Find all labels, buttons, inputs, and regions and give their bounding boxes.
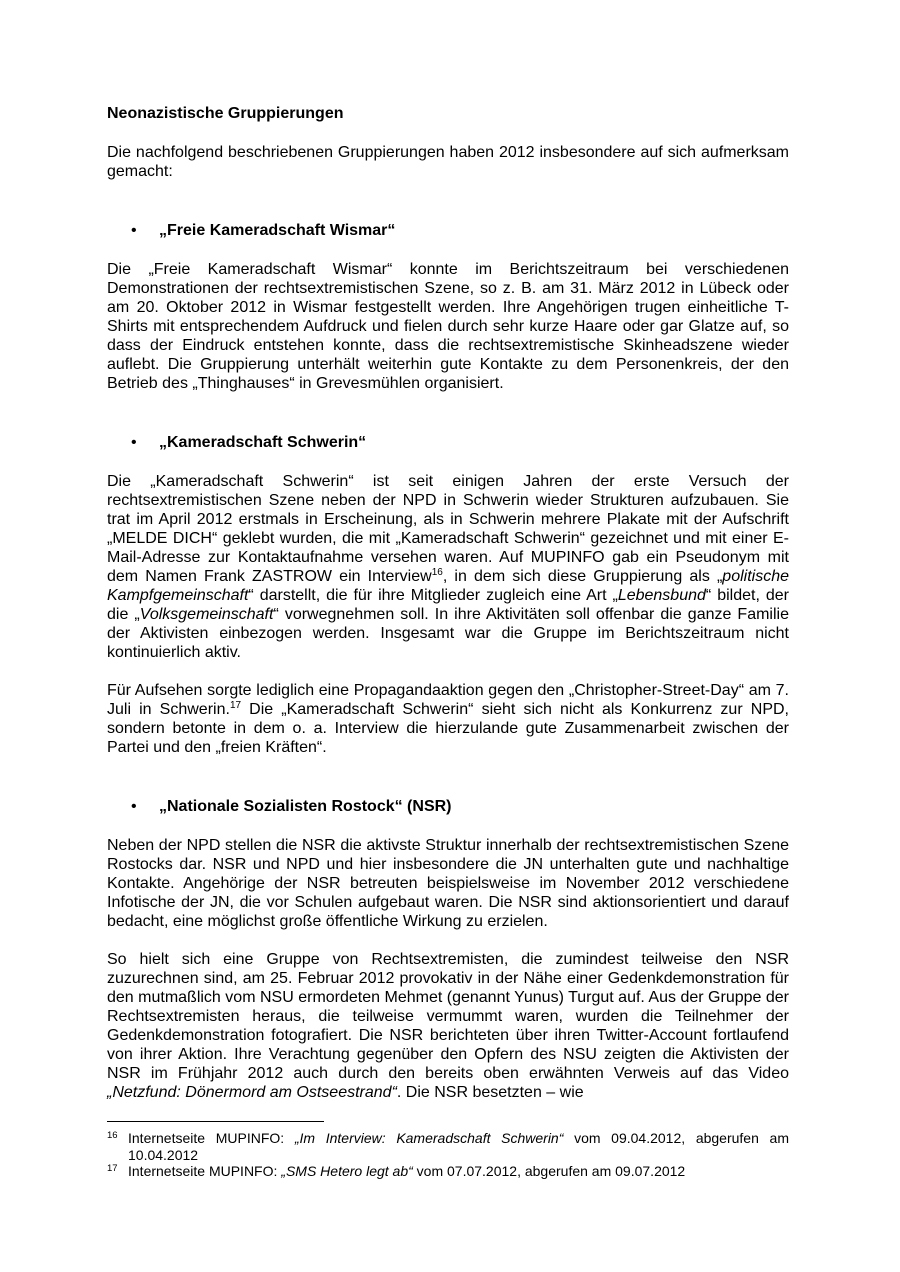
- footnote-text: [128, 1130, 789, 1163]
- section-heading-schwerin: [107, 433, 789, 452]
- section-heading-text: „Freie Kameradschaft Wismar“: [159, 222, 396, 239]
- section-heading-wismar: [107, 221, 789, 240]
- text-run: So hielt sich eine Gruppe von Rechtsextremisten, die zumindest teilweise den NSR zuzurechnen sind, am 25. Februar 2012 provokativ in der Nähe einer Gedenkdemonstration für den mutmaßlich vom NSU ermordeten Mehmet (genannt Yunus) Turgut auf. Aus der Gruppe der Rechtsextremisten heraus, die teilweise vermummt waren, wurden die Teilnehmer der Gedenkdemonstration fotografiert. Die NSR berichteten über ihren Twitter-Account fortlaufend von ihrer Aktion. Ihre Verachtung gegenüber den Opfern des NSU zeigten die Aktivisten der NSR im Frühjahr 2012 auch durch den bereits oben erwähnten Verweis auf das Video: [107, 951, 789, 1082]
- text-run: vom 09.04.2012, abgerufen am 10.04.2012: [128, 1130, 789, 1163]
- paragraph-schwerin-1: [107, 472, 789, 662]
- italic-term: Volksgemeinschaft: [139, 606, 274, 623]
- italic-term: „Netzfund: Dönermord am Ostseestrand“: [107, 1084, 397, 1101]
- text-run: Die „Kameradschaft Schwerin“ ist seit einigen Jahren der erste Versuch der rechtsextremistischen Szene neben der NPD in Schwerin wieder Strukturen aufzubauen. Sie trat im April 2012 erstmals in Erscheinung, als in Schwerin mehrere Plakate mit der Aufschrift „MELDE DICH“ geklebt wurden, die mit „Kameradschaft Schwerin“ gezeichnet und mit einer E-Mail-Adresse zur Kontaktaufnahme versehen waren. Auf MUPINFO gab ein Pseudonym mit dem Namen Frank ZASTROW ein Interview: [107, 473, 789, 585]
- document-body: [107, 104, 789, 1102]
- bullet-icon: •: [131, 434, 137, 451]
- text-run: “ darstellt, die für ihre Mitglieder zugleich eine Art „: [248, 587, 618, 604]
- footnote-number: 16: [107, 1130, 118, 1141]
- text-run: . Die NSR besetzten – wie: [396, 1084, 584, 1101]
- text-run: “ bildet, der die „: [107, 587, 789, 623]
- footnote-ref-16: 16: [431, 567, 443, 578]
- italic-term: Lebensbund: [617, 587, 706, 604]
- text-run: Für Aufsehen sorgte lediglich eine Propagandaaktion gegen den „Christopher-Street-Day“ am 7. Juli in Schwerin.: [107, 682, 789, 718]
- footnotes: [107, 1121, 789, 1180]
- text-run: , in dem sich diese Gruppierung als „: [442, 568, 723, 585]
- text-run: vom 07.07.2012, abgerufen am 09.07.2012: [412, 1163, 686, 1179]
- italic-term: „Im Interview: Kameradschaft Schwerin“: [294, 1130, 564, 1146]
- italic-term: politische Kampfgemeinschaft: [107, 568, 789, 604]
- footnote-number: 17: [107, 1163, 118, 1174]
- text-run: Die „Kameradschaft Schwerin“ sieht sich nicht als Konkurrenz zur NPD, sondern betonte in dem o. a. Interview die hierzulande gute Zusammenarbeit zwischen der Partei und den „freien Kräften“.: [107, 701, 789, 756]
- section-heading-nsr: [107, 797, 789, 816]
- footnote-17: [107, 1163, 789, 1180]
- paragraph-nsr-2: [107, 950, 789, 1102]
- section-heading-text: „Kameradschaft Schwerin“: [159, 434, 367, 451]
- text-run: Internetseite MUPINFO:: [128, 1130, 295, 1146]
- paragraph-schwerin-2: [107, 681, 789, 757]
- bullet-icon: •: [131, 222, 137, 239]
- bullet-icon: •: [131, 798, 137, 815]
- footnote-separator: [107, 1121, 324, 1122]
- footnote-ref-17: 17: [229, 700, 242, 711]
- section-heading-text: „Nationale Sozialisten Rostock“ (NSR): [159, 798, 452, 815]
- intro-paragraph: Die nachfolgend beschriebenen Gruppierungen haben 2012 insbesondere auf sich aufmerksam gemacht:: [107, 144, 789, 180]
- text-run: Internetseite MUPINFO:: [128, 1163, 282, 1179]
- footnote-16: [107, 1130, 789, 1163]
- footnote-text: [128, 1163, 789, 1180]
- text-run: “ vorwegnehmen soll. In ihre Aktivitäten soll offenbar die ganze Familie der Aktivisten einbezogen werden. Insgesamt war die Gruppe im Berichtszeitraum nicht kontinuierlich aktiv.: [107, 606, 789, 661]
- paragraph-wismar: Die „Freie Kameradschaft Wismar“ konnte im Berichtszeitraum bei verschiedenen Demonstrationen der rechtsextremistischen Szene, so z. B. am 31. März 2012 in Lübeck oder am 20. Oktober 2012 in Wismar festgestellt werden. Ihre Angehörigen trugen einheitliche T-Shirts mit entsprechendem Aufdruck und fielen durch sehr kurze Haare oder gar Glatze auf, so dass der Eindruck entstehen konnte, dass die rechtsextremistische Skinheadszene wieder auflebt. Die Gruppierung unterhält weiterhin gute Kontakte zu dem Personenkreis, der den Betrieb des „Thinghauses“ in Grevesmühlen organisiert.: [107, 261, 789, 392]
- italic-term: „SMS Hetero legt ab“: [281, 1163, 413, 1179]
- page-title: Neonazistische Gruppierungen: [107, 105, 344, 122]
- paragraph-nsr-1: Neben der NPD stellen die NSR die aktivste Struktur innerhalb der rechtsextremistischen Szene Rostocks dar. NSR und NPD und hier insbesondere die JN unterhalten gute und nachhaltige Kontakte. Angehörige der NSR betreuten beispielsweise im November 2012 verschiedene Infotische der JN, die vor Schulen aufgebaut waren. Die NSR sind aktionsorientiert und darauf bedacht, eine möglichst große öffentliche Wirkung zu erzielen.: [107, 837, 789, 930]
